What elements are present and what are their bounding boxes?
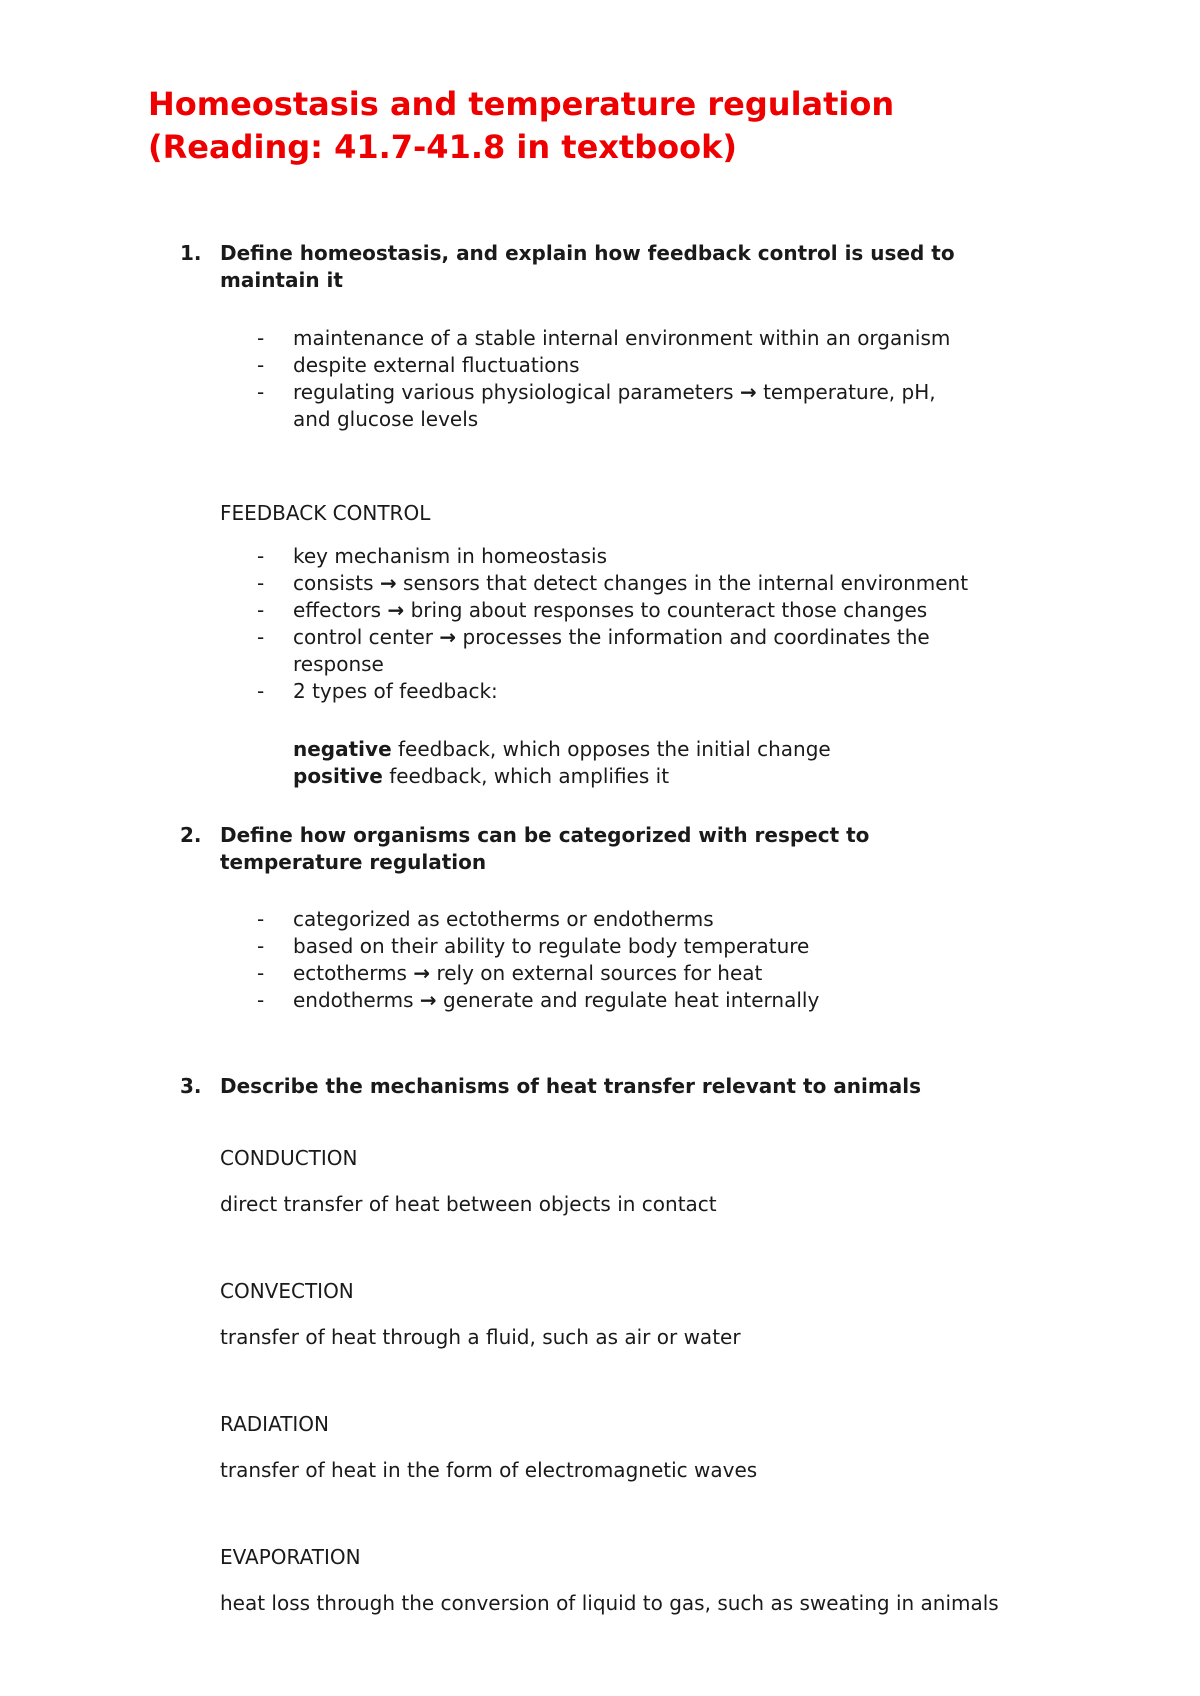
list-item (220, 352, 1100, 379)
evaporation-heading: EVAPORATION (220, 1545, 361, 1569)
bullet-dash: - (257, 571, 265, 595)
document-title (148, 83, 1148, 169)
bullet-text-continued: response (293, 652, 384, 676)
question-3-heading: Describe the mechanisms of heat transfer relevant to animals (220, 1074, 921, 1098)
bullet-text-continued: and glucose levels (293, 407, 479, 431)
list-item (220, 624, 1100, 678)
arrow-icon: → (739, 380, 757, 404)
convection-heading: CONVECTION (220, 1279, 354, 1303)
bullet-text-before: ectotherms (293, 961, 414, 985)
feedback-control-heading: FEEDBACK CONTROL (220, 501, 431, 525)
arrow-icon: → (413, 961, 431, 985)
bullet-dash: - (257, 907, 265, 931)
list-item (220, 906, 1100, 933)
bullet-text-before: control center (293, 625, 440, 649)
bullet-text-before: effectors (293, 598, 388, 622)
question-1-line-1: Define homeostasis, and explain how feedback control is used to (220, 241, 955, 265)
list-item (220, 987, 1100, 1014)
list-item (220, 325, 1100, 352)
question-2-heading (220, 822, 1100, 876)
bullet-dash: - (257, 679, 265, 703)
radiation-heading: RADIATION (220, 1412, 330, 1436)
bullet-text: despite external fluctuations (293, 353, 580, 377)
question-2-line-2: temperature regulation (220, 850, 487, 874)
question-1-bullets (220, 325, 1100, 433)
list-item (220, 379, 1100, 433)
bullet-text-after: sensors that detect changes in the internal environment (396, 571, 969, 595)
bullet-dash: - (257, 598, 265, 622)
negative-feedback-line (293, 736, 1193, 763)
list-item (220, 678, 1100, 705)
arrow-icon: → (439, 625, 457, 649)
bullet-text-before: regulating various physiological parameters (293, 380, 740, 404)
conduction-heading: CONDUCTION (220, 1146, 358, 1170)
negative-label: negative (293, 737, 392, 761)
bullet-dash: - (257, 544, 265, 568)
question-1-line-2: maintain it (220, 268, 343, 292)
question-3-number: 3. (180, 1074, 202, 1098)
bullet-text-before: endotherms (293, 988, 420, 1012)
convection-text: transfer of heat through a fluid, such as air or water (220, 1325, 741, 1349)
bullet-text-after: generate and regulate heat internally (436, 988, 820, 1012)
question-2-bullets (220, 906, 1100, 1014)
bullet-text-before: consists (293, 571, 380, 595)
feedback-control-bullets (220, 543, 1100, 705)
positive-text: feedback, which amplifies it (382, 764, 670, 788)
bullet-dash: - (257, 625, 265, 649)
bullet-dash: - (257, 380, 265, 404)
arrow-icon: → (419, 988, 437, 1012)
bullet-text: 2 types of feedback: (293, 679, 498, 703)
bullet-text: categorized as ectotherms or endotherms (293, 907, 714, 931)
bullet-dash: - (257, 934, 265, 958)
list-item (220, 597, 1100, 624)
bullet-text: based on their ability to regulate body temperature (293, 934, 810, 958)
positive-label: positive (293, 764, 383, 788)
list-item (220, 543, 1100, 570)
bullet-dash: - (257, 326, 265, 350)
bullet-dash: - (257, 353, 265, 377)
question-2-number: 2. (180, 823, 202, 847)
bullet-text-after: rely on external sources for heat (430, 961, 763, 985)
bullet-text-after: temperature, pH, (756, 380, 936, 404)
list-item (220, 960, 1100, 987)
title-line-1: Homeostasis and temperature regulation (148, 85, 895, 123)
arrow-icon: → (387, 598, 405, 622)
bullet-text: maintenance of a stable internal environment within an organism (293, 326, 951, 350)
radiation-text: transfer of heat in the form of electromagnetic waves (220, 1458, 758, 1482)
bullet-text: key mechanism in homeostasis (293, 544, 608, 568)
negative-text: feedback, which opposes the initial change (391, 737, 831, 761)
question-1-number: 1. (180, 241, 202, 265)
positive-feedback-line (293, 763, 1193, 790)
list-item (220, 570, 1100, 597)
conduction-text: direct transfer of heat between objects in contact (220, 1192, 717, 1216)
arrow-icon: → (379, 571, 397, 595)
title-line-2: (Reading: 41.7-41.8 in textbook) (148, 128, 737, 166)
bullet-text-after: processes the information and coordinates the (456, 625, 930, 649)
bullet-text-after: bring about responses to counteract those changes (404, 598, 928, 622)
evaporation-text: heat loss through the conversion of liquid to gas, such as sweating in animals (220, 1591, 999, 1615)
question-2-line-1: Define how organisms can be categorized with respect to (220, 823, 870, 847)
list-item (220, 933, 1100, 960)
bullet-dash: - (257, 961, 265, 985)
question-1-heading (220, 240, 1100, 294)
bullet-dash: - (257, 988, 265, 1012)
